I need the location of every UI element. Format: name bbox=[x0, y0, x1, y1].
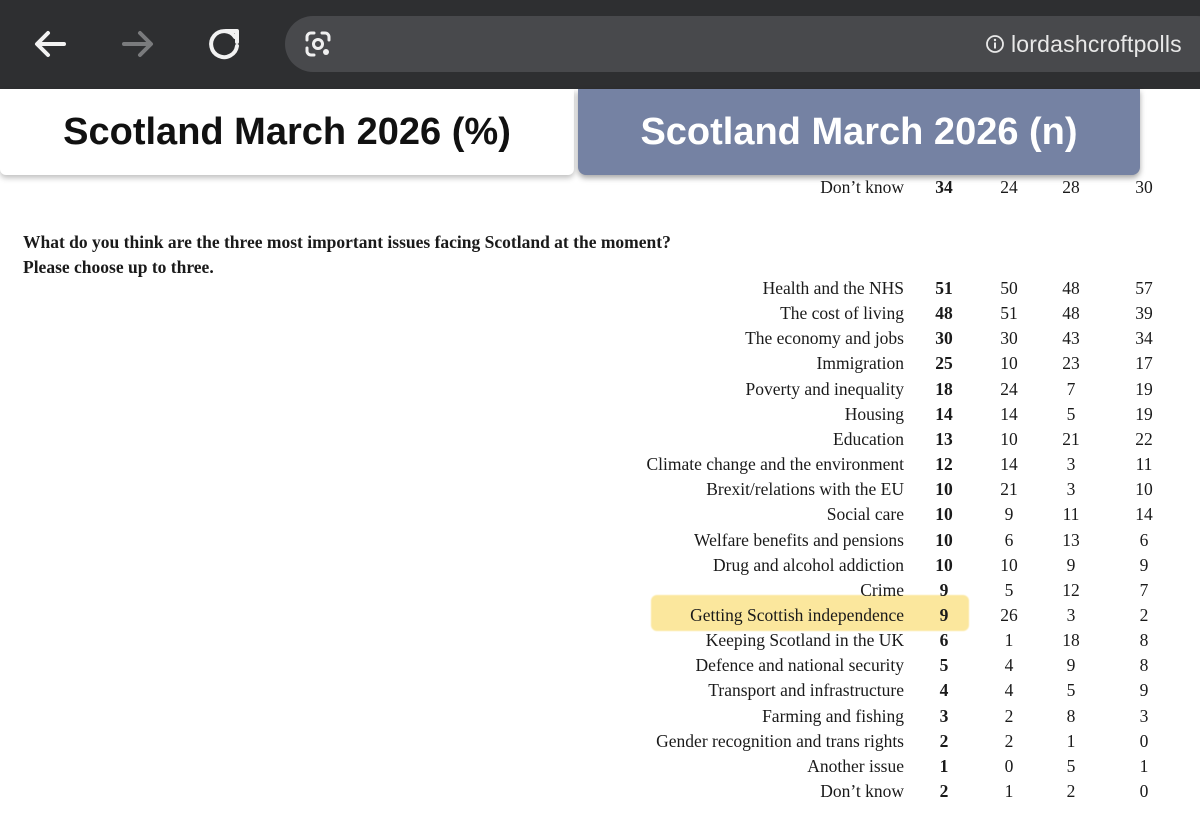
page-content bbox=[0, 89, 1200, 817]
info-icon[interactable] bbox=[985, 34, 1005, 54]
arrow-right-icon bbox=[118, 24, 158, 64]
cell-col4: 34 bbox=[1135, 328, 1153, 349]
browser-toolbar bbox=[0, 0, 1200, 89]
cell-col3: 48 bbox=[1062, 278, 1080, 298]
cell-col3: 12 bbox=[1062, 579, 1080, 600]
cell-col2: 5 bbox=[1004, 579, 1014, 600]
question-line-2: Please choose up to three. bbox=[23, 257, 214, 277]
cell-col2: 24 bbox=[1000, 378, 1018, 399]
row-label: Education bbox=[833, 428, 904, 449]
table-row bbox=[0, 528, 1200, 553]
cell-total: 48 bbox=[935, 303, 953, 324]
table-row bbox=[0, 301, 1200, 326]
row-label: Immigration bbox=[816, 353, 904, 374]
cell-col3: 3 bbox=[1066, 604, 1076, 625]
cell-col2: 14 bbox=[1000, 403, 1018, 424]
cell-total: 5 bbox=[939, 655, 949, 676]
tab-percent[interactable] bbox=[0, 89, 574, 175]
cell-col3: 21 bbox=[1062, 428, 1080, 449]
cell-col2: 6 bbox=[1004, 529, 1014, 550]
lens-button[interactable] bbox=[301, 27, 335, 61]
row-label: Social care bbox=[826, 504, 904, 525]
arrow-left-icon bbox=[30, 24, 70, 64]
cell-col4: 22 bbox=[1135, 428, 1153, 449]
cell-col3: 9 bbox=[1066, 655, 1076, 676]
cell-total: 12 bbox=[935, 454, 953, 475]
cell-col3: 11 bbox=[1062, 504, 1080, 525]
row-label: Farming and fishing bbox=[762, 705, 904, 726]
table-row bbox=[0, 452, 1200, 477]
cell-col4: 10 bbox=[1135, 479, 1153, 500]
table-row bbox=[0, 477, 1200, 502]
cell-total: 3 bbox=[939, 705, 949, 726]
cell-col4: 7 bbox=[1139, 579, 1149, 600]
cell-col3: 9 bbox=[1066, 554, 1076, 575]
cell-total: 1 bbox=[939, 755, 949, 776]
cell-col3: 8 bbox=[1066, 705, 1076, 726]
table-row bbox=[0, 276, 1200, 301]
cell-col4: 2 bbox=[1139, 604, 1149, 625]
table-row bbox=[0, 653, 1200, 678]
cell-col4: 9 bbox=[1139, 554, 1149, 575]
row-label: The economy and jobs bbox=[745, 328, 904, 349]
cell-col2: 2 bbox=[1004, 730, 1014, 751]
cell-col4: 3 bbox=[1139, 705, 1149, 726]
cell-total: 34 bbox=[935, 177, 953, 197]
row-label: Don’t know bbox=[820, 177, 904, 197]
cell-col4: 19 bbox=[1135, 403, 1153, 424]
cell-col2: 4 bbox=[1004, 680, 1014, 701]
row-label: The cost of living bbox=[780, 303, 904, 324]
cell-col2: 50 bbox=[1000, 278, 1018, 298]
table-row bbox=[0, 427, 1200, 452]
table-row bbox=[0, 678, 1200, 703]
row-label: Health and the NHS bbox=[762, 278, 904, 298]
row-label: Don’t know bbox=[820, 781, 904, 801]
cell-col2: 51 bbox=[1000, 303, 1018, 324]
cell-col4: 57 bbox=[1135, 278, 1153, 298]
cell-total: 6 bbox=[939, 630, 949, 651]
cell-total: 14 bbox=[935, 403, 953, 424]
table-row bbox=[0, 326, 1200, 351]
cell-col3: 13 bbox=[1062, 529, 1080, 550]
tab-percent-label: Scotland March 2026 (%) bbox=[63, 110, 511, 153]
question-text bbox=[23, 230, 671, 280]
cell-col4: 0 bbox=[1139, 730, 1149, 751]
cell-total: 10 bbox=[935, 554, 953, 575]
cell-col4: 14 bbox=[1135, 504, 1153, 525]
cell-total: 25 bbox=[935, 353, 953, 374]
cell-total: 51 bbox=[935, 278, 953, 298]
cell-col2: 4 bbox=[1004, 655, 1014, 676]
row-label: Housing bbox=[844, 403, 904, 424]
cell-col2: 30 bbox=[1000, 328, 1018, 349]
cell-col2: 1 bbox=[1004, 781, 1014, 801]
cell-total: 4 bbox=[939, 680, 949, 701]
cell-col4: 9 bbox=[1139, 680, 1149, 701]
lens-icon bbox=[303, 29, 333, 59]
row-label: Crime bbox=[860, 579, 904, 600]
address-bar[interactable] bbox=[285, 16, 1200, 72]
cell-total: 10 bbox=[935, 504, 953, 525]
cell-total: 10 bbox=[935, 479, 953, 500]
row-label: Another issue bbox=[807, 755, 904, 776]
cell-col3: 28 bbox=[1062, 177, 1080, 197]
cell-total: 18 bbox=[935, 378, 953, 399]
cell-col4: 11 bbox=[1135, 454, 1153, 475]
cell-col3: 2 bbox=[1066, 781, 1076, 801]
cell-col2: 24 bbox=[1000, 177, 1018, 197]
cell-col3: 43 bbox=[1062, 328, 1080, 349]
cell-col3: 3 bbox=[1066, 479, 1076, 500]
cell-col3: 5 bbox=[1066, 680, 1076, 701]
table-row bbox=[0, 754, 1200, 779]
row-label: Defence and national security bbox=[695, 655, 904, 676]
cell-col3: 18 bbox=[1062, 630, 1080, 651]
cell-col2: 26 bbox=[1000, 604, 1018, 625]
reload-icon bbox=[204, 24, 244, 64]
cell-col3: 5 bbox=[1066, 755, 1076, 776]
cell-col4: 6 bbox=[1139, 529, 1149, 550]
cell-col2: 1 bbox=[1004, 630, 1014, 651]
cell-col2: 10 bbox=[1000, 353, 1018, 374]
forward-button[interactable] bbox=[116, 22, 160, 66]
row-label: Poverty and inequality bbox=[745, 378, 904, 399]
cell-total: 2 bbox=[939, 730, 949, 751]
cell-total: 9 bbox=[939, 579, 949, 600]
cell-col4: 39 bbox=[1135, 303, 1153, 324]
cell-col4: 19 bbox=[1135, 378, 1153, 399]
cell-col2: 0 bbox=[1004, 755, 1014, 776]
table-row bbox=[0, 502, 1200, 527]
reload-button[interactable] bbox=[202, 22, 246, 66]
cell-total: 13 bbox=[935, 428, 953, 449]
tab-count[interactable] bbox=[578, 89, 1140, 175]
row-label: Getting Scottish independence bbox=[690, 604, 904, 625]
row-label: Drug and alcohol addiction bbox=[713, 554, 904, 575]
table-row bbox=[0, 553, 1200, 578]
cell-total: 2 bbox=[939, 781, 949, 801]
cell-col4: 8 bbox=[1139, 655, 1149, 676]
row-label: Welfare benefits and pensions bbox=[694, 529, 904, 550]
cell-col3: 48 bbox=[1062, 303, 1080, 324]
table-row bbox=[0, 603, 1200, 628]
cell-col4: 0 bbox=[1139, 781, 1149, 801]
url-text: lordashcroftpolls bbox=[1011, 30, 1182, 57]
cell-col4: 30 bbox=[1135, 177, 1153, 197]
cell-col3: 3 bbox=[1066, 454, 1076, 475]
cell-col4: 17 bbox=[1135, 353, 1153, 374]
cell-col4: 1 bbox=[1139, 755, 1149, 776]
cell-col4: 8 bbox=[1139, 630, 1149, 651]
cell-col3: 23 bbox=[1062, 353, 1080, 374]
cell-col2: 10 bbox=[1000, 554, 1018, 575]
row-label: Gender recognition and trans rights bbox=[656, 730, 904, 751]
table-row bbox=[0, 351, 1200, 376]
cell-total: 10 bbox=[935, 529, 953, 550]
cell-total: 30 bbox=[935, 328, 953, 349]
table-row bbox=[0, 779, 1200, 804]
back-button[interactable] bbox=[28, 22, 72, 66]
cell-col3: 7 bbox=[1066, 378, 1076, 399]
cell-total: 9 bbox=[939, 604, 949, 625]
row-label: Brexit/relations with the EU bbox=[706, 479, 904, 500]
cell-col2: 9 bbox=[1004, 504, 1014, 525]
table-row bbox=[0, 628, 1200, 653]
table-row bbox=[0, 704, 1200, 729]
tab-count-label: Scotland March 2026 (n) bbox=[640, 110, 1078, 153]
table-row-previous bbox=[0, 175, 1200, 200]
row-label: Keeping Scotland in the UK bbox=[705, 630, 904, 651]
url-display[interactable] bbox=[985, 30, 1182, 58]
row-label: Climate change and the environment bbox=[646, 454, 904, 475]
cell-col3: 1 bbox=[1066, 730, 1076, 751]
question-line-1: What do you think are the three most important issues facing Scotland at the moment? bbox=[23, 232, 671, 252]
table-row bbox=[0, 729, 1200, 754]
table-row bbox=[0, 402, 1200, 427]
cell-col2: 10 bbox=[1000, 428, 1018, 449]
cell-col2: 2 bbox=[1004, 705, 1014, 726]
cell-col2: 14 bbox=[1000, 454, 1018, 475]
row-label: Transport and infrastructure bbox=[708, 680, 904, 701]
cell-col2: 21 bbox=[1000, 479, 1018, 500]
table-row bbox=[0, 377, 1200, 402]
table-row bbox=[0, 578, 1200, 603]
cell-col3: 5 bbox=[1066, 403, 1076, 424]
